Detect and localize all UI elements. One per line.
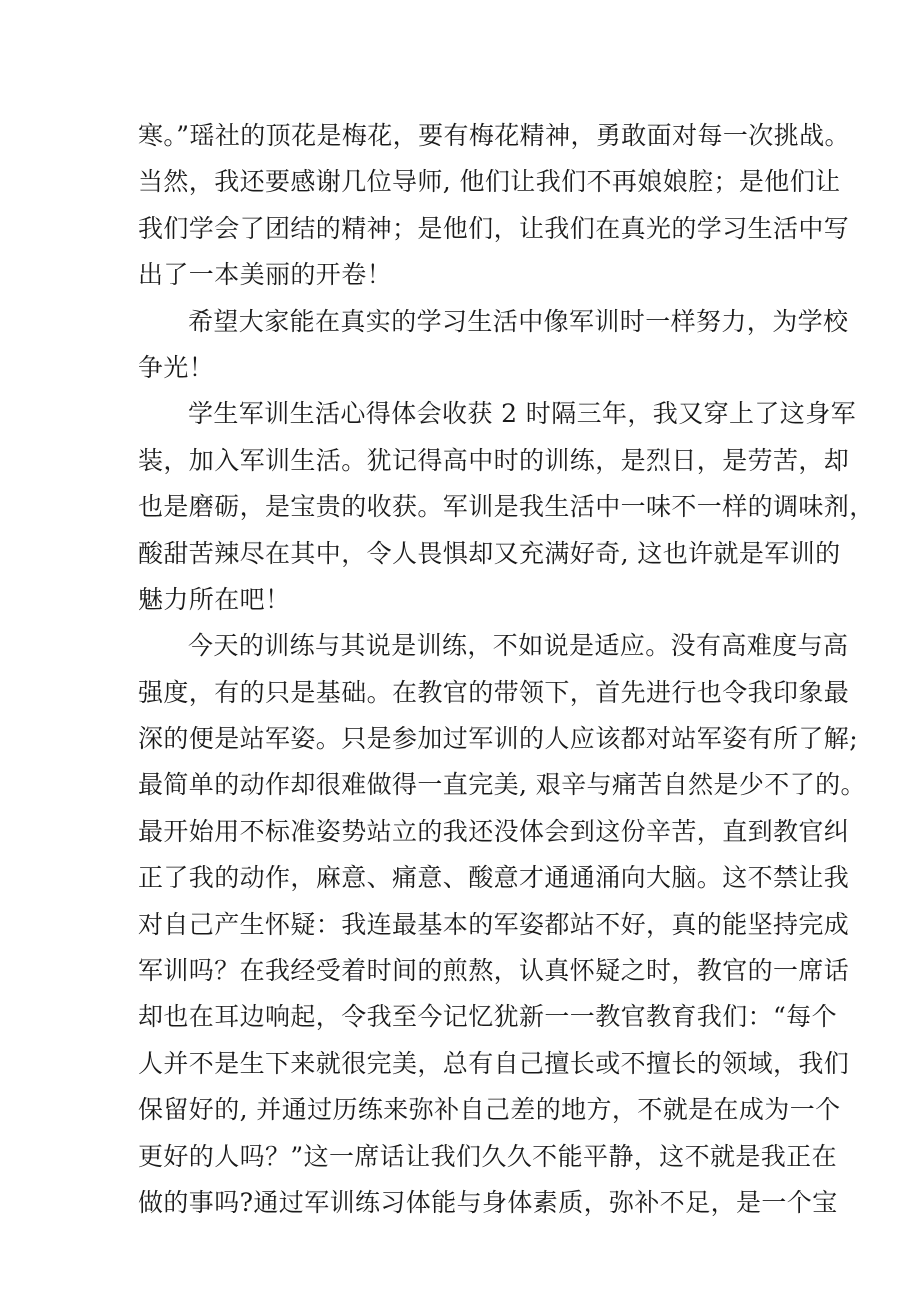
text-line: 正了我的动作，麻意、痛意、酸意才通通涌向大脑。这不禁让我 xyxy=(138,863,850,893)
text-line: 当然，我还要感谢几位导师, 他们让我们不再娘娘腔；是他们让 xyxy=(138,167,841,197)
text-line: 最简单的动作却很难做得一直完美, 艰辛与痛苦自然是少不了的。 xyxy=(138,770,866,800)
text-line: 更好的人吗？”这一席话让我们久久不能平静，这不就是我正在 xyxy=(138,1141,837,1171)
text-line: 强度，有的只是基础。在教官的带领下，首先进行也令我印象最 xyxy=(138,677,850,707)
text-line: 军训吗？在我经受着时间的煎熬，认真怀疑之时，教官的一席话 xyxy=(138,956,850,986)
text-line: 学生军训生活心得体会收获 2 时隔三年，我又穿上了这身军 xyxy=(188,399,857,429)
text-line: 人并不是生下来就很完美，总有自己擅长或不擅长的领域，我们 xyxy=(138,1048,850,1078)
text-line: 酸甜苦辣尽在其中，令人畏惧却又充满好奇, 这也许就是军训的 xyxy=(138,538,841,568)
text-line: 也是磨砺，是宝贵的收获。军训是我生活中一味不一样的调味剂， xyxy=(138,492,875,522)
text-line: 寒。”瑶社的顶花是梅花，要有梅花精神，勇敢面对每一次挑战。 xyxy=(138,121,850,150)
text-line: 今天的训练与其说是训练，不如说是适应。没有高难度与高 xyxy=(188,631,849,661)
text-line: 保留好的, 并通过历练来弥补自己差的地方，不就是在成为一个 xyxy=(138,1095,841,1125)
text-line: 魅力所在吧！ xyxy=(138,584,291,614)
text-line: 争光！ xyxy=(138,352,215,382)
text-line: 深的便是站军姿。只是参加过军训的人应该都对站军姿有所了解; xyxy=(138,724,859,754)
body-text xyxy=(138,113,875,1226)
text-line: 装，加入军训生活。犹记得高中时的训练，是烈日，是劳苦，却 xyxy=(138,445,850,475)
text-line: 最开始用不标准姿势站立的我还没体会到这份辛苦，直到教官纠 xyxy=(138,816,850,846)
text-line: 做的事吗?通过军训练习体能与身体素质，弥补不足，是一个宝 xyxy=(138,1187,838,1217)
text-line: 我们学会了团结的精神；是他们，让我们在真光的学习生活中写 xyxy=(138,213,850,243)
text-line: 对自己产生怀疑：我连最基本的军姿都站不好，真的能坚持完成 xyxy=(138,909,850,939)
text-line: 出了一本美丽的开卷！ xyxy=(138,260,393,290)
text-line: 却也在耳边响起，令我至今记忆犹新一一教官教育我们：“每个 xyxy=(138,1002,837,1032)
text-line: 希望大家能在真实的学习生活中像军训时一样努力，为学校 xyxy=(188,306,849,336)
